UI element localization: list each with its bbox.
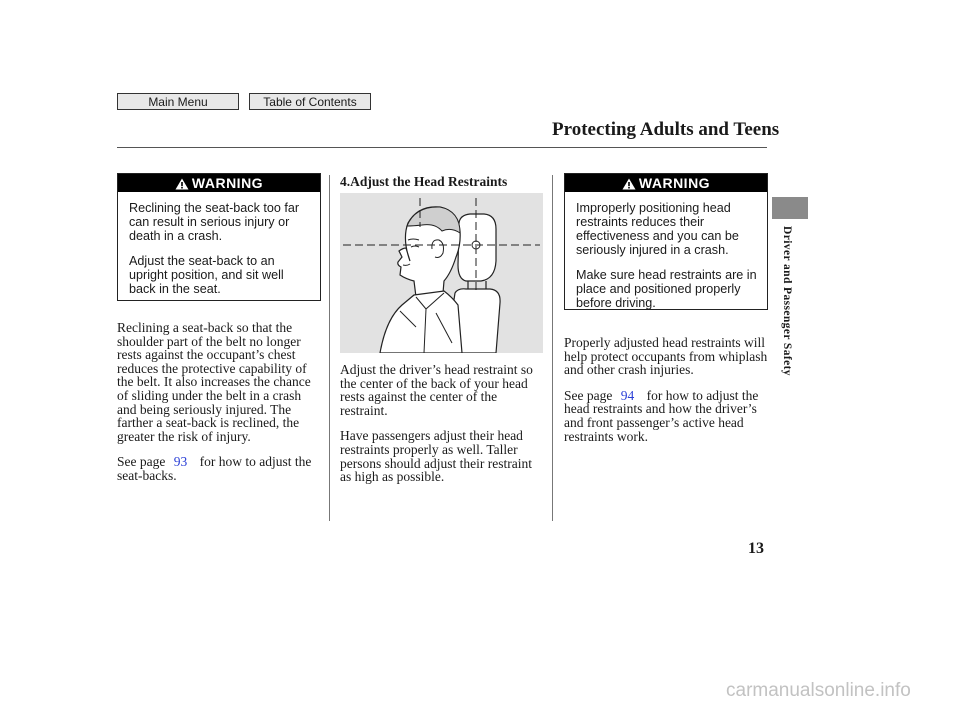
section-heading: 4.Adjust the Head Restraints	[340, 174, 508, 189]
warning-box-head-restraints	[564, 173, 768, 310]
body-paragraph: Have passengers adjust their head restraints properly as well. Taller persons should adjust their restraint as high as possible.	[340, 428, 532, 485]
see-page-prefix: See page	[117, 454, 166, 470]
warning-text	[565, 192, 767, 310]
warning-paragraph: Improperly positioning head restraints reduces their effectiveness and you can be seriously injured in a crash.	[576, 201, 739, 257]
section-tab	[772, 197, 808, 219]
warning-header	[118, 174, 320, 192]
page-number: 13	[748, 540, 764, 557]
column-2-text	[340, 363, 546, 496]
main-menu-button[interactable]: Main Menu	[117, 93, 239, 110]
warning-heading: WARNING	[191, 175, 264, 191]
warning-paragraph: Make sure head restraints are in place and positioned properly before driving.	[576, 268, 757, 310]
warning-paragraph: Reclining the seat-back too far can result in serious injury or death in a crash.	[129, 201, 300, 243]
column-divider-1	[329, 175, 330, 521]
section-side-label: Driver and Passenger Safety	[781, 226, 793, 376]
column-3-text	[564, 336, 768, 455]
warning-text	[118, 192, 320, 296]
column-1-text	[117, 321, 323, 495]
warning-header	[565, 174, 767, 192]
title-rule	[117, 147, 767, 148]
page-title: Protecting Adults and Teens	[552, 119, 780, 140]
see-page-paragraph	[117, 455, 323, 482]
warning-box-seatback	[117, 173, 321, 301]
see-page-suffix: for how to adjust the seat-backs.	[117, 454, 312, 483]
warning-paragraph: Adjust the seat-back to an upright position, and sit well back in the seat.	[129, 254, 284, 296]
warning-heading: WARNING	[638, 175, 711, 191]
warning-triangle-icon	[622, 178, 636, 190]
footer-watermark: carmanualsonline.info	[726, 680, 911, 701]
body-paragraph: Adjust the driver’s head restraint so the center of the back of your head rests against the center of the restraint.	[340, 362, 533, 418]
see-page-prefix: See page	[564, 387, 613, 403]
page-94-link[interactable]: 94	[620, 387, 635, 403]
table-of-contents-button[interactable]: Table of Contents	[249, 93, 371, 110]
see-page-suffix: for how to adjust the head restraints and how the driver’s and front passenger’s active head restraints work.	[564, 387, 759, 444]
see-page-paragraph	[564, 389, 768, 443]
body-paragraph: Properly adjusted head restraints will help protect occupants from whiplash and other crash injuries.	[564, 335, 768, 378]
warning-triangle-icon	[175, 178, 189, 190]
page-93-link[interactable]: 93	[173, 454, 188, 470]
head-restraint-illustration	[340, 193, 543, 353]
body-paragraph: Reclining a seat-back so that the shoulder part of the belt no longer rests against the occupant’s chest reduces the protective capability of the belt. It also increases the chance of sliding under the belt in a crash and being seriously injured. The farther a seat-back is reclined, the greater the risk of injury.	[117, 320, 311, 444]
head-restraint-diagram	[340, 193, 543, 353]
column-divider-2	[552, 175, 553, 521]
